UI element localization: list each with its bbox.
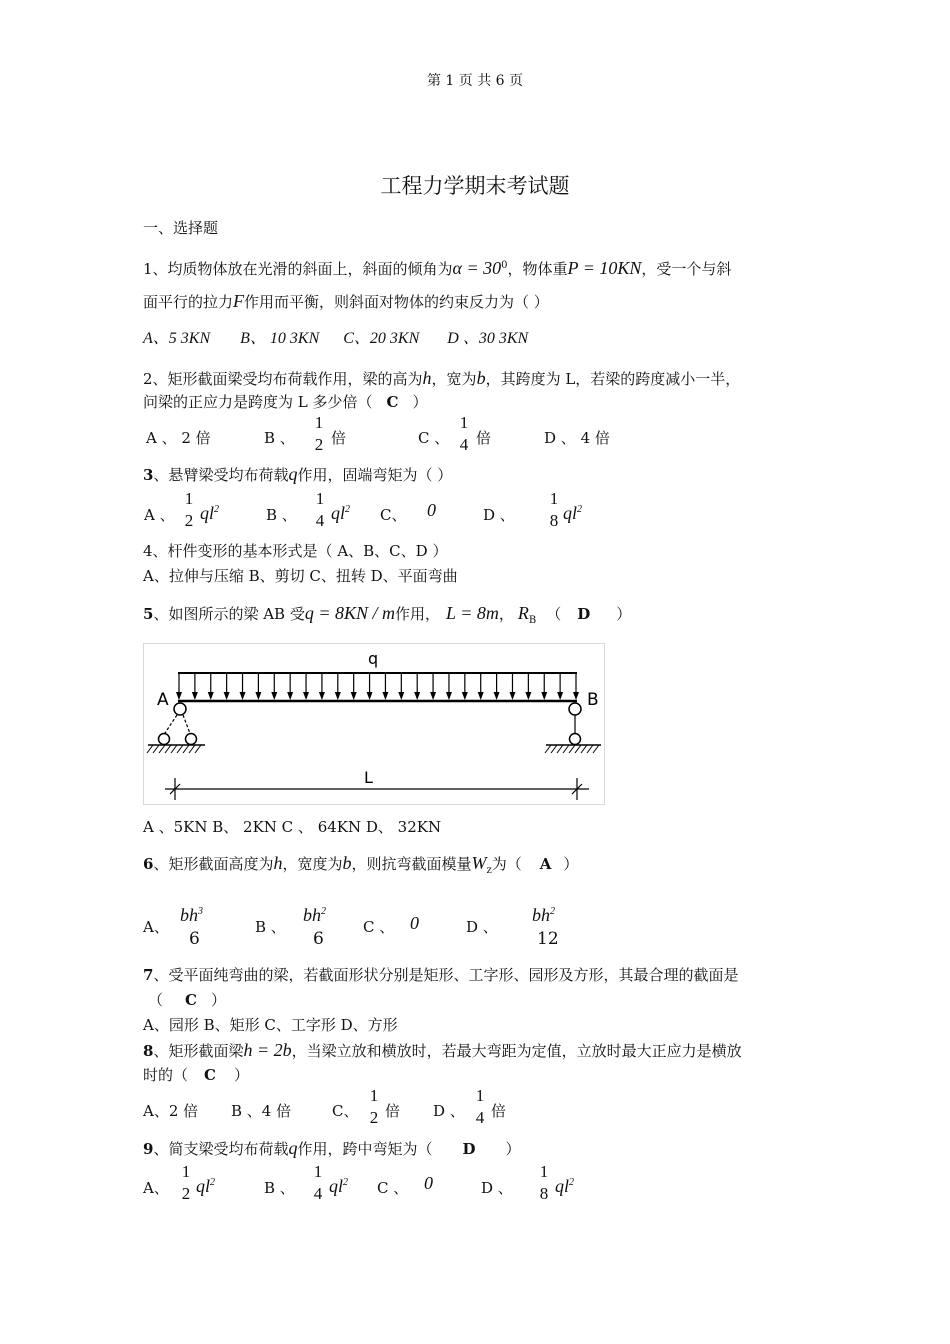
q2-option-c-fraction: 1 4 (459, 413, 469, 454)
q6-option-c: C 、 (363, 918, 395, 936)
q9-option-d-fraction: 1 8 (539, 1162, 549, 1203)
q6-option-a-numerator: $bh^3$ (180, 905, 203, 925)
q6-option-a: A、 (143, 918, 169, 936)
point-a-label: A (157, 690, 169, 710)
load-arrow-head (509, 692, 515, 700)
ground-hatch (575, 745, 581, 753)
q2-option-c: C 、 (418, 429, 450, 447)
load-arrow-head (287, 692, 293, 700)
q6-option-d: D 、 (466, 918, 498, 936)
ground-hatch (183, 745, 189, 753)
dimension-line-l (165, 778, 589, 800)
q9-option-a-fraction: 1 2 (181, 1162, 191, 1203)
q6-option-b: B 、 (255, 918, 286, 936)
q8-option-c-fraction: 1 2 (369, 1086, 379, 1127)
load-arrow-head (573, 692, 579, 700)
ground-hatch (147, 745, 153, 753)
ground-hatch (177, 745, 183, 753)
q3-option-b-fraction: 1 4 (315, 489, 325, 530)
q8-option-d: D 、 (433, 1102, 465, 1120)
roller-support-b (545, 703, 601, 753)
q2-line1: 2、矩形截面梁受均布荷载作用，梁的高为h，宽为b，其跨度为 L，若梁的跨度减小一半， (143, 368, 741, 388)
q9-line1: 9、简支梁受均布荷载q作用，跨中弯矩为（ D ） (143, 1138, 521, 1158)
load-arrow-head (303, 692, 309, 700)
q9-option-b: B 、 (264, 1179, 295, 1197)
q6-option-d-numerator: $bh^2$ (532, 905, 555, 925)
load-arrow-head (557, 692, 563, 700)
load-arrow-head (430, 692, 436, 700)
ground-hatch (569, 745, 575, 753)
ground-hatch (563, 745, 569, 753)
page-title: 工程力学期末考试题 (380, 174, 570, 198)
q3-option-d: D 、 (483, 506, 515, 524)
q2-option-b: B 、 (264, 429, 295, 447)
q7-line1: 7、受平面纯弯曲的梁，若截面形状分别是矩形、工字形、园形及方形，其最合理的截面是 (143, 966, 739, 984)
q3-option-c: C、 (380, 506, 407, 524)
load-arrow-head (462, 692, 468, 700)
load-arrow-head (255, 692, 261, 700)
load-arrow-head (208, 692, 214, 700)
load-arrow-head (335, 692, 341, 700)
q9-option-b-fraction: 1 4 (313, 1162, 323, 1203)
q1-line1: 1、均质物体放在光滑的斜面上，斜面的倾角为$\alpha = 30^0$，物体重P = 10KN，受一个与斜 (143, 258, 732, 278)
ground-hatch (165, 745, 171, 753)
load-arrow-head (367, 692, 373, 700)
q3-option-d-fraction: 1 8 (549, 489, 559, 530)
ground-hatch (593, 745, 599, 753)
q7-line2: （ C ） (148, 991, 226, 1009)
length-l-label: L (364, 768, 373, 787)
load-arrow-head (192, 692, 198, 700)
load-arrow-head (224, 692, 230, 700)
q9-option-c: C 、 (377, 1179, 409, 1197)
load-arrow-head (494, 692, 500, 700)
q2-option-d: D 、 4 倍 (544, 429, 610, 447)
load-q-label: q (368, 649, 379, 668)
q2-line2: 问梁的正应力是跨度为 L 多少倍（ C ） (143, 393, 428, 411)
load-arrow-head (414, 692, 420, 700)
q8-line1: 8、矩形截面梁h = 2b，当梁立放和横放时，若最大弯距为定值，立放时最大正应力是横放 (143, 1040, 742, 1060)
ground-hatch (159, 745, 165, 753)
ground-hatch (551, 745, 557, 753)
load-arrow-head (319, 692, 325, 700)
load-arrow-head (398, 692, 404, 700)
load-arrow-head (382, 692, 388, 700)
page-header: 第 1 页 共 6 页 (426, 73, 524, 89)
ground-hatch (587, 745, 593, 753)
load-arrow-head (446, 692, 452, 700)
q4-line2: A、拉伸与压缩 B、剪切 C、扭转 D、平面弯曲 (143, 567, 458, 585)
point-b-label: B (587, 690, 599, 710)
q5-line1: 5、如图所示的梁 AB 受q = 8KN / m作用， L = 8m， $R_B$ （ D ） (143, 603, 632, 626)
q1-options: A、5 3KN B、 10 3KN C、20 3KN D 、30 3KN (143, 330, 529, 347)
load-arrow-head (525, 692, 531, 700)
q8-option-c: C、 (332, 1102, 359, 1120)
q1-line2: 面平行的拉力F作用而平衡，则斜面对物体的约束反力为（ ） (143, 291, 549, 311)
ground-hatch (195, 745, 201, 753)
q3-option-a-fraction: 1 2 (184, 489, 194, 530)
q2-option-b-fraction: 1 2 (314, 413, 324, 454)
ground-hatch (189, 745, 195, 753)
load-arrow-head (176, 692, 182, 700)
q7-options: A、园形 B、矩形 C、工字形 D、方形 (143, 1016, 398, 1034)
load-arrow-head (478, 692, 484, 700)
q3-line1: 3、悬臂梁受均布荷载q作用，固端弯矩为（ ） (143, 464, 453, 484)
ground-hatch (171, 745, 177, 753)
q2-option-a: A 、 2 倍 (146, 429, 211, 447)
section-heading: 一、选择题 (143, 219, 219, 237)
q8-option-d-fraction: 1 4 (475, 1086, 485, 1127)
load-arrow-head (240, 692, 246, 700)
load-arrow-head (541, 692, 547, 700)
pin-support-a (147, 703, 205, 753)
load-arrows (176, 673, 579, 700)
q9-option-d: D 、 (481, 1179, 513, 1197)
ground-hatch (581, 745, 587, 753)
load-arrow-head (271, 692, 277, 700)
q8-option-a: A、2 倍 (143, 1102, 199, 1120)
q8-line2: 时的（ C ） (143, 1066, 249, 1084)
ground-hatch (557, 745, 563, 753)
q3-option-a: A 、 (144, 506, 175, 524)
load-arrow-head (351, 692, 357, 700)
q3-option-b: B 、 (266, 506, 297, 524)
q6-option-b-numerator: $bh^2$ (303, 905, 326, 925)
q9-option-a: A、 (143, 1179, 169, 1197)
beam-figure (143, 643, 605, 805)
exam-page: 第 1 页 共 6 页 工程力学期末考试题 一、选择题 1、均质物体放在光滑的斜面上，斜面的倾角为$\alpha = 30^0$，物体重P = 10KN，受一个与斜 面平行的拉力F作用而平衡，则斜面对物体的约束反力为（ ） A、5 3KN B、 10 3KN C、20 3KN D 、30 3KN 2、矩形截面梁受均布荷载作用，梁的高为h，宽为b，其跨度为 L，若梁的跨度减小一半， 问梁的正应力是跨度为 L 多少倍（ C ） A 、 2 倍 B 、 1 2 倍 C 、 1 4 倍 D 、 4 倍 3、悬臂梁受均布荷载q作用，固端弯矩为（ ） A 、 1 2 $ql^2$ B 、 1 4 $ql^2$ C、 0 D 、 1 8 $ql^2$ 4、杆件变形的基本形式是（ A、B、C、D ） A、拉伸与压缩 B、剪切 C、扭转 D、平面弯曲 5、如图所示的梁 AB 受q = 8KN / m作用， L = 8m， $R_B$ （ D ） q A B L A 、5KN B、 2KN C 、 64KN D、 32KN 6、矩形截面高度为h，宽度为b，则抗弯截面模量$W_z$为（ A ） A、 $bh^3$ 6 B 、 $bh^2$ 6 C 、 0 D 、 $bh^2$ 12 7、受平面纯弯曲的梁，若截面形状分别是矩形、工字形、园形及方形，其最合理的截面是 （ C ） A、园形 B、矩形 C、工字形 D、方形 8、矩形截面梁h = 2b，当梁立放和横放时，若最大弯距为定值，立放时最大正应力是横放 时的（ C ） A、2 倍 B 、4 倍 C、 1 2 倍 D 、 1 4 倍 9、简支梁受均布荷载q作用，跨中弯矩为（ D ） A、 1 2 $ql^2$ B 、 1 4 $ql^2$ C 、 0 D 、 1 8 $ql^2$ (0, 0, 950, 1344)
q6-line1: 6、矩形截面高度为h，宽度为b，则抗弯截面模量$W_z$为（ A ） (143, 853, 579, 876)
q5-options: A 、5KN B、 2KN C 、 64KN D、 32KN (143, 818, 442, 836)
q4-line1: 4、杆件变形的基本形式是（ A、B、C、D ） (143, 542, 448, 560)
ground-hatch (153, 745, 159, 753)
ground-hatch (545, 745, 551, 753)
q8-option-b: B 、4 倍 (231, 1102, 292, 1120)
